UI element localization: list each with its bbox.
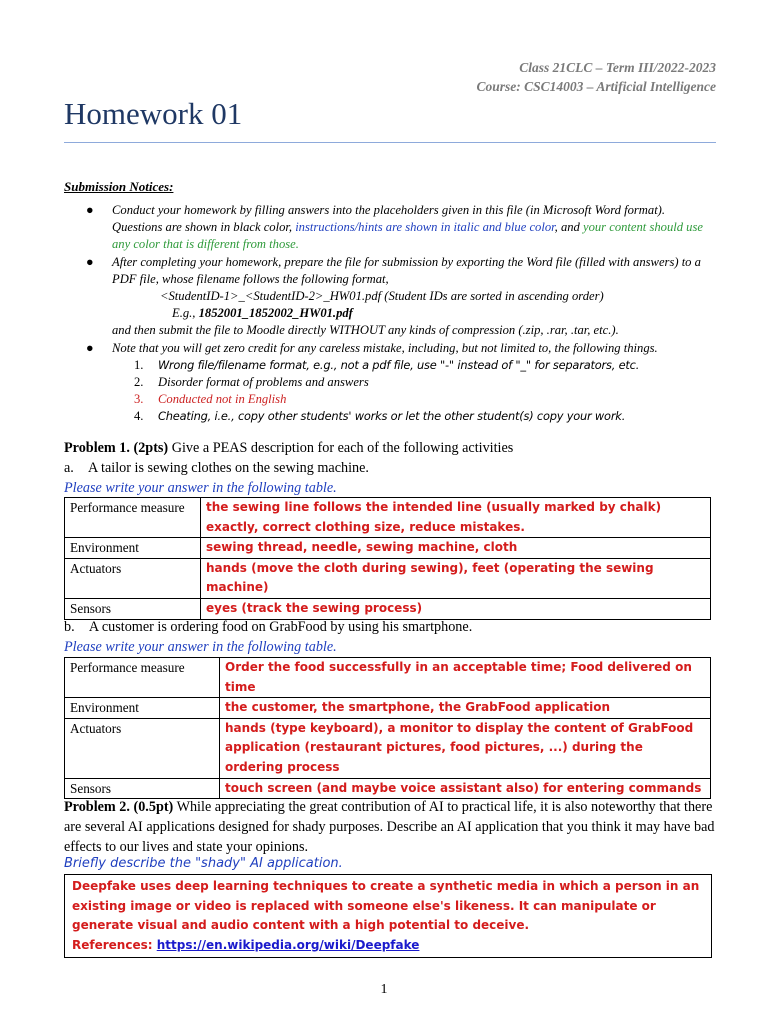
problem-1-heading: Problem 1. (2pts) Give a PEAS description for each of the following activities (64, 440, 514, 456)
table-row (65, 698, 711, 719)
course-line: Course: CSC14003 – Artificial Intelligence (476, 79, 716, 94)
problem-1a-hint: Please write your answer in the following table. (64, 480, 337, 496)
notices-heading: Submission Notices: (64, 179, 174, 194)
mistakes-list (64, 357, 716, 426)
reference-link[interactable]: https://en.wikipedia.org/wiki/Deepfake (156, 937, 420, 952)
filename-format: <StudentID-1>_<StudentID-2>_HW01.pdf (Student IDs are sorted in ascending order) (160, 289, 604, 304)
class-line: Class 21CLC – Term III/2022-2023 (519, 60, 716, 75)
course-header (476, 58, 716, 96)
bullet-icon: ● (86, 340, 94, 355)
peas-table-b (64, 657, 711, 799)
table-row (65, 538, 711, 559)
problem-1b-question: b. A customer is ordering food on GrabFood by using his smartphone. (64, 619, 473, 635)
table-key-cell: Performance measure (65, 498, 201, 538)
list-item: 1. Wrong file/filename format, e.g., not a pdf file, use "-" instead of "_" for separators, etc. (134, 357, 640, 372)
list-item: 4. Cheating, i.e., copy other students' works or let the other student(s) copy your work. (134, 409, 626, 424)
problem-2-question: Problem 2. (0.5pt) While appreciating the great contribution of AI to practical life, it is also noteworthy that there are several AI applications designed for shady purposes. Describe an AI application that you think it may have bad effects to our lives and state your opinions. (64, 799, 715, 855)
table-row (65, 498, 711, 538)
table-answer-cell[interactable]: Order the food successfully in an acceptable time; Food delivered on time (220, 658, 711, 698)
bullet-icon: ● (86, 254, 94, 269)
table-row (65, 598, 711, 619)
notice-submit-line: and then submit the file to Moodle directly WITHOUT any kinds of compression (.zip, .rar, .tar, etc.). (112, 323, 619, 338)
bullet-icon: ● (86, 203, 94, 217)
table-row (65, 558, 711, 598)
table-answer-cell[interactable]: sewing thread, needle, sewing machine, cloth (201, 538, 711, 559)
table-key-cell: Performance measure (65, 658, 220, 698)
problem-2-hint: Briefly describe the "shady" AI application. (64, 856, 343, 871)
page-title: Homework 01 (64, 96, 243, 131)
problem-1b-hint: Please write your answer in the following table. (64, 639, 337, 655)
table-answer-cell[interactable]: the customer, the smartphone, the GrabFood application (220, 698, 711, 719)
table-answer-cell[interactable]: touch screen (and maybe voice assistant also) for entering commands (220, 778, 711, 799)
filename-example: E.g., 1852001_1852002_HW01.pdf (172, 306, 353, 321)
table-key-cell: Actuators (65, 718, 220, 778)
table-key-cell: Sensors (65, 598, 201, 619)
table-key-cell: Environment (65, 538, 201, 559)
table-row (65, 718, 711, 778)
notice-bullet-1: ● Conduct your homework by filling answers into the placeholders given in this file (in Microsoft Word format). Questions are shown in black color, instructions/hints are shown in italic and blue color, and your content should use any color that is different from those. (86, 203, 703, 252)
table-key-cell: Environment (65, 698, 220, 719)
list-item: 3. Conducted not in English (134, 392, 287, 407)
page-number: 1 (380, 982, 388, 997)
table-answer-cell[interactable]: hands (type keyboard), a monitor to display the content of GrabFood application (restaurant pictures, food pictures, ...) during the ordering process (220, 718, 711, 778)
notices-list (64, 202, 716, 426)
table-answer-cell[interactable]: hands (move the cloth during sewing), feet (operating the sewing machine) (201, 558, 711, 598)
notice-bullet-2: ● After completing your homework, prepare the file for submission by exporting the Word file (filled with answers) to a PDF file, whose filename follows the following format, (86, 254, 701, 286)
problem-2-answer: Deepfake uses deep learning techniques to create a synthetic media in which a person in an existing image or video is replaced with someone else's likeness. It can manipulate or generate visual and audio content with a high potential to deceive. (72, 879, 700, 933)
table-answer-cell[interactable]: eyes (track the sewing process) (201, 598, 711, 619)
problem-1a-question: a. A tailor is sewing clothes on the sewing machine. (64, 460, 369, 476)
table-row (65, 658, 711, 698)
table-row (65, 778, 711, 799)
references-label: References: (72, 937, 157, 952)
table-key-cell: Actuators (65, 558, 201, 598)
peas-table-a (64, 497, 711, 620)
title-divider (64, 142, 716, 143)
problem-2-answer-box[interactable] (64, 874, 712, 958)
table-key-cell: Sensors (65, 778, 220, 799)
table-answer-cell[interactable]: the sewing line follows the intended line (usually marked by chalk) exactly, correct clothing size, reduce mistakes. (201, 498, 711, 538)
list-item: 2. Disorder format of problems and answers (134, 375, 369, 390)
notice-bullet-3: ● Note that you will get zero credit for any careless mistake, including, but not limited to, the following things. (64, 340, 716, 357)
